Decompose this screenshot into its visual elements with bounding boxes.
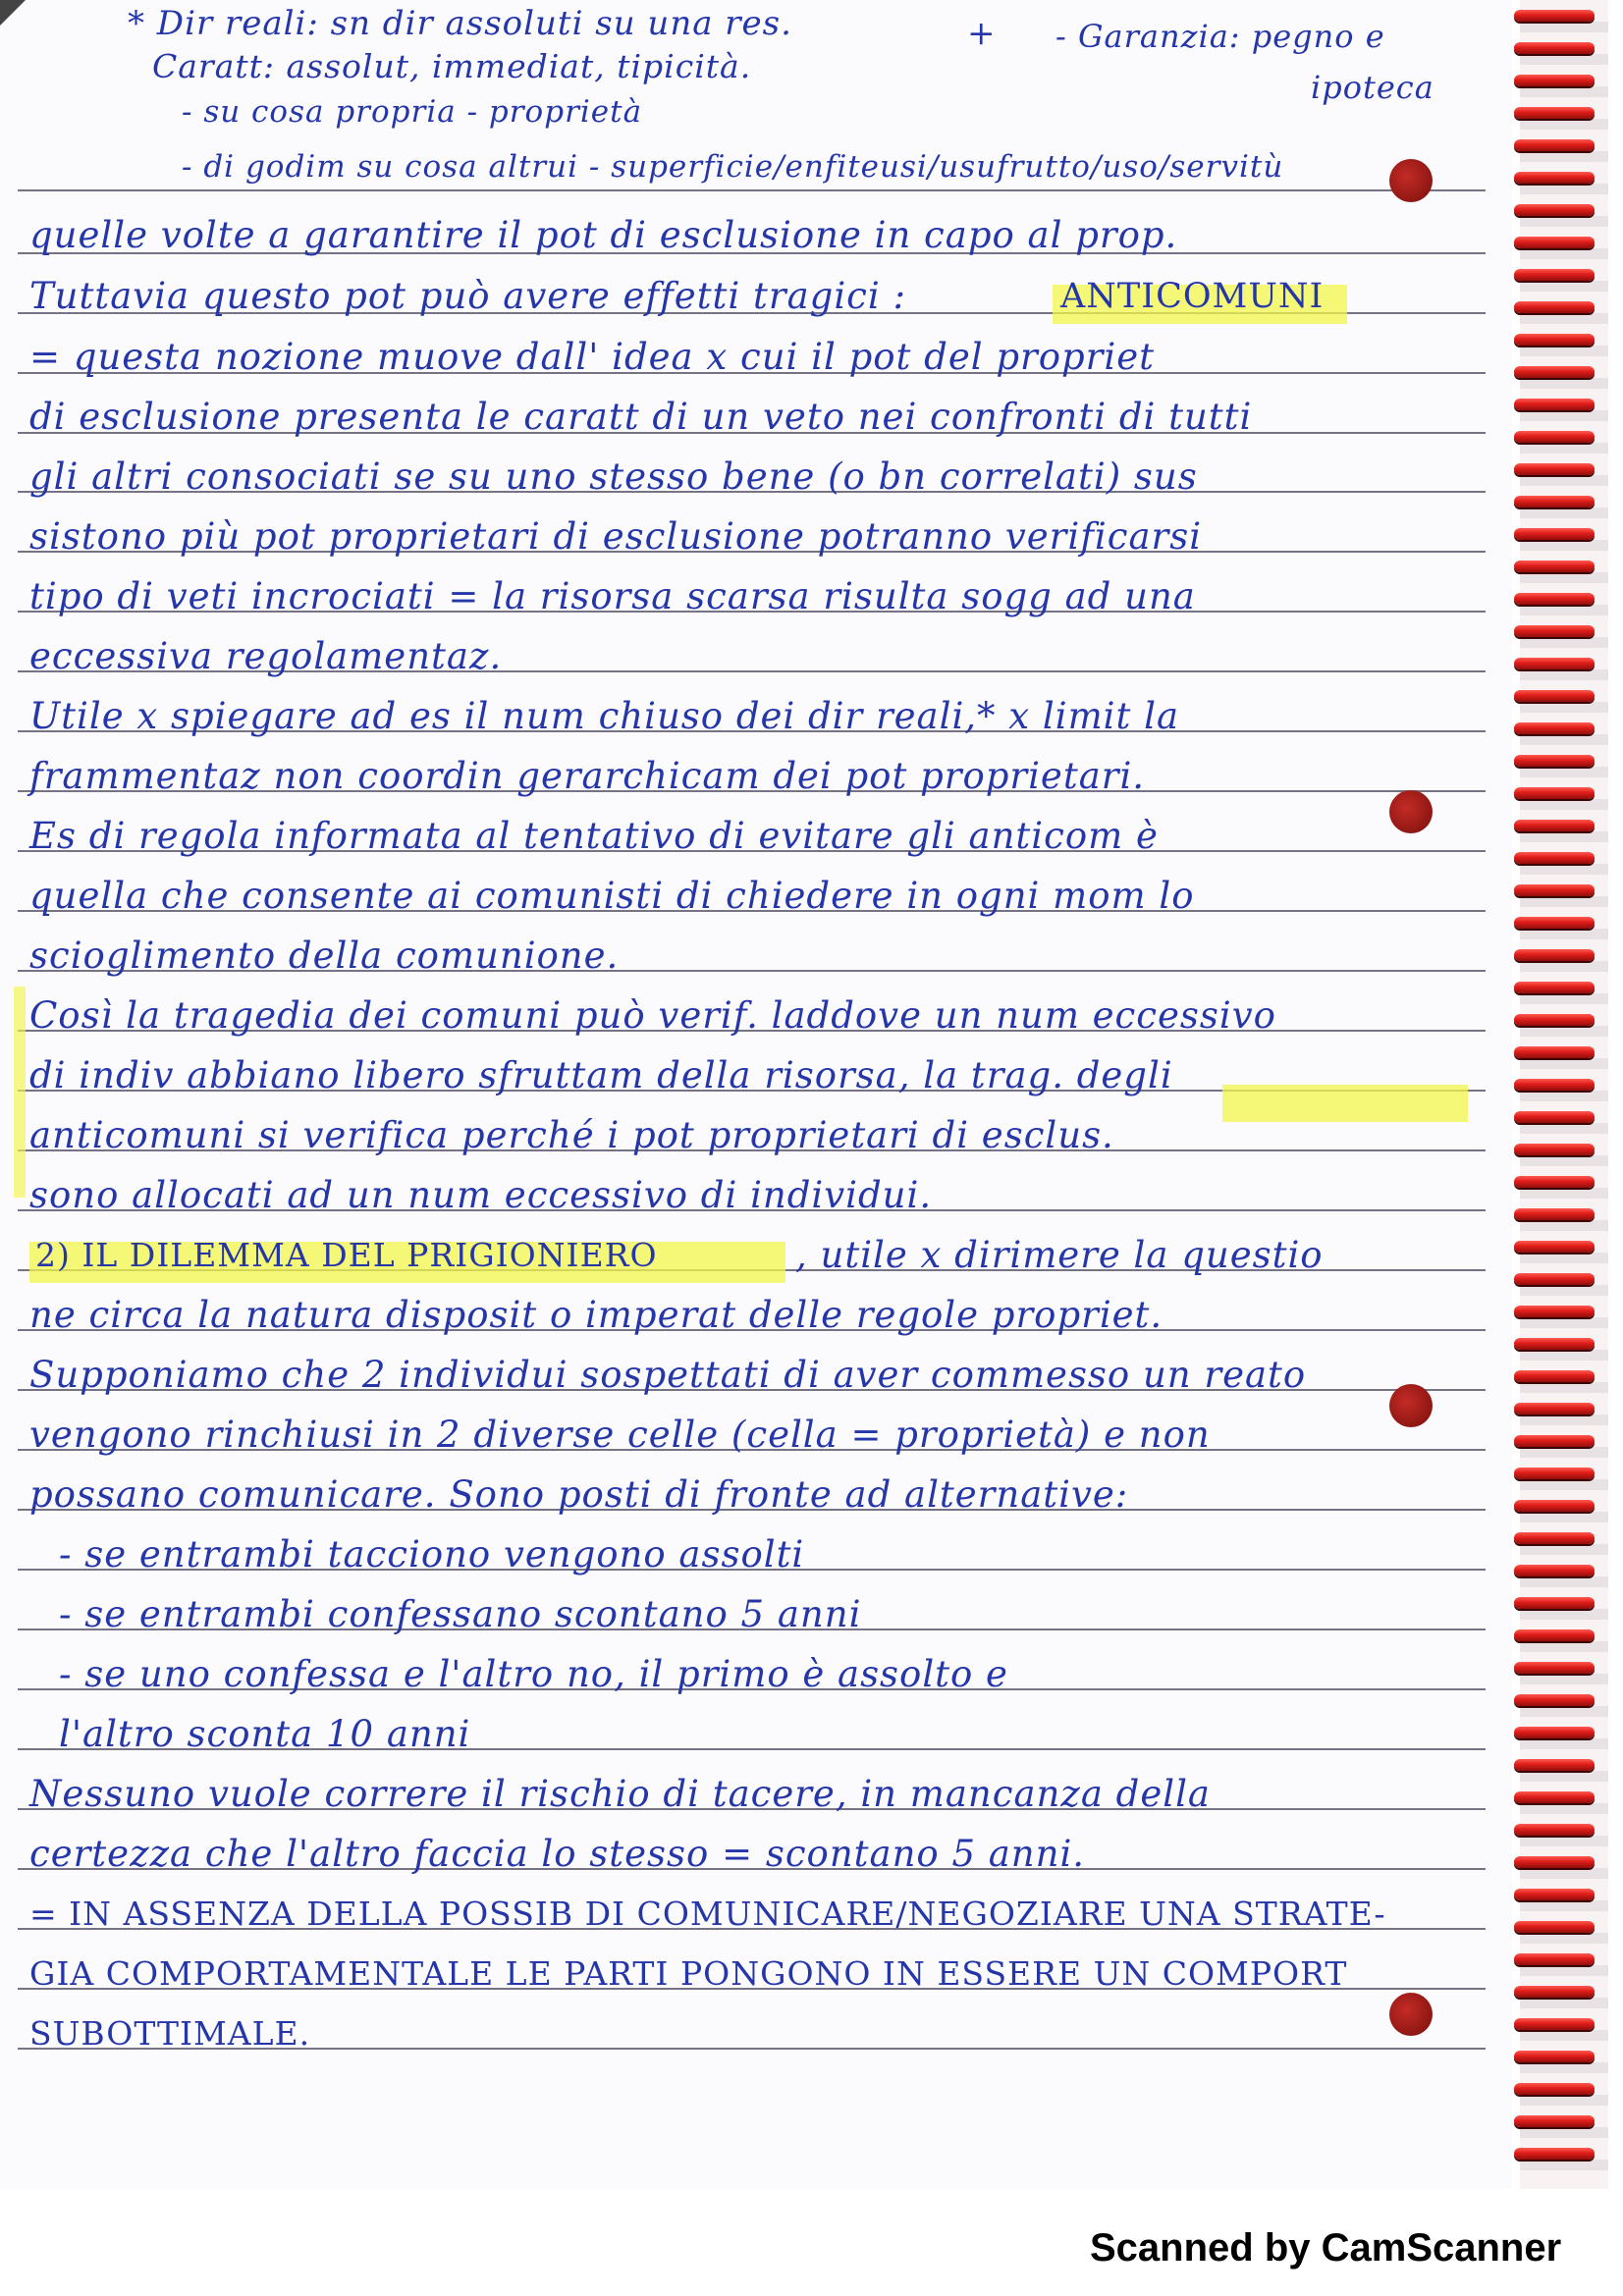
note-line: di esclusione presenta le caratt di un veto nei confronti di tutti (29, 396, 1253, 438)
spiral-coil (1514, 1403, 1595, 1415)
spiral-coil (1514, 1791, 1595, 1803)
note-line: Così la tragedia dei comuni può verif. laddove un num eccessivo (29, 994, 1276, 1037)
note-line: vengono rinchiusi in 2 diverse celle (cella = proprietà) e non (29, 1414, 1211, 1456)
note-line: - se uno confessa e l'altro no, il primo è assolto e (59, 1653, 1008, 1695)
note-line: sono allocati ad un num eccessivo di individui. (29, 1174, 933, 1216)
spiral-coil (1514, 1759, 1595, 1771)
spiral-coil (1514, 917, 1595, 929)
note-line: di indiv abbiano libero sfruttam della risorsa, la trag. degli (29, 1054, 1173, 1096)
spiral-coil (1514, 1727, 1595, 1738)
spiral-coil (1514, 107, 1595, 119)
spiral-coil (1514, 269, 1595, 281)
spiral-coil (1514, 2083, 1595, 2095)
note-line: l'altro sconta 10 anni (59, 1713, 471, 1755)
ruled-line (18, 189, 1486, 191)
spiral-coil (1514, 1176, 1595, 1188)
spiral-coil (1514, 2148, 1595, 2160)
note-line: quella che consente ai comunisti di chiedere in ogni mom lo (29, 875, 1195, 917)
spiral-coil (1514, 301, 1595, 313)
note-line: frammentaz non coordin gerarchicam dei pot proprietari. (29, 755, 1146, 797)
spiral-coil (1514, 237, 1595, 248)
spiral-coil (1514, 1953, 1595, 1965)
note-line: SUBOTTIMALE. (29, 2014, 311, 2053)
spiral-coil (1514, 1532, 1595, 1544)
note-line: quelle volte a garantire il pot di esclusione in capo al prop. (29, 214, 1178, 256)
spiral-coil (1514, 1824, 1595, 1836)
note-line: tipo di veti incrociati = la risorsa scarsa risulta sogg ad una (29, 575, 1196, 617)
note-line: ne circa la natura disposit o imperat delle regole propriet. (29, 1294, 1163, 1336)
highlight-margin-bar (14, 987, 26, 1198)
spiral-coil (1514, 658, 1595, 669)
note-line: = questa nozione muove dall' idea x cui il pot del propriet (29, 336, 1155, 378)
spiral-coil (1514, 399, 1595, 410)
note-line: GIA COMPORTAMENTALE LE PARTI PONGONO IN ESSERE UN COMPORT (29, 1954, 1348, 1993)
spiral-coil (1514, 1046, 1595, 1058)
spiral-coil (1514, 42, 1595, 54)
note-line: Nessuno vuole correre il rischio di tacere, in mancanza della (29, 1773, 1211, 1815)
spiral-coil (1514, 2051, 1595, 2062)
note-line: Tuttavia questo pot può avere effetti tragici : (29, 275, 906, 317)
spiral-coil (1514, 820, 1595, 831)
note-dilemma-title: 2) IL DILEMMA DEL PRIGIONIERO (35, 1236, 658, 1274)
note-line: certezza che l'altro faccia lo stesso = scontano 5 anni. (29, 1833, 1086, 1875)
spiral-coil (1514, 1468, 1595, 1479)
spiral-coil (1514, 1111, 1595, 1123)
spiral-coil (1514, 625, 1595, 637)
note-line: scioglimento della comunione. (29, 934, 620, 977)
note-line: Supponiamo che 2 individui sospettati di aver commesso un reato (29, 1354, 1307, 1396)
note-header-plus: + (967, 14, 997, 53)
spiral-coil (1514, 852, 1595, 864)
spiral-coil (1514, 722, 1595, 734)
spiral-coil (1514, 1597, 1595, 1609)
spiral-coil (1514, 1662, 1595, 1674)
spiral-coil (1514, 1921, 1595, 1933)
spiral-coil (1514, 1629, 1595, 1641)
spiral-coil (1514, 139, 1595, 151)
note-line: Es di regola informata al tentativo di evitare gli anticom è (29, 815, 1159, 857)
spiral-coil (1514, 431, 1595, 443)
spiral-coil (1514, 1241, 1595, 1253)
spiral-coil (1514, 982, 1595, 993)
spiral-coil (1514, 884, 1595, 896)
highlight-tragedia-degli-anticomuni (1222, 1085, 1468, 1122)
spiral-coil (1514, 1370, 1595, 1382)
spiral-coil (1514, 690, 1595, 702)
note-line: anticomuni si verifica perché i pot proprietari di esclus. (29, 1114, 1114, 1156)
spiral-coil (1514, 1435, 1595, 1447)
spiral-coil (1514, 949, 1595, 961)
note-line: possano comunicare. Sono posti di fronte ad alternative: (29, 1473, 1129, 1516)
note-header-line1: * Dir reali: sn dir assoluti su una res. (128, 4, 792, 43)
note-header-line4: - di godim su cosa altrui - superficie/enfiteusi/usufrutto/uso/servitù (182, 149, 1284, 185)
note-line: Utile x spiegare ad es il num chiuso dei dir reali,* x limit la (29, 695, 1180, 737)
spiral-coil (1514, 1338, 1595, 1350)
spiral-coil (1514, 1694, 1595, 1706)
note-line: , utile x dirimere la questio (795, 1234, 1324, 1276)
spiral-coil (1514, 1856, 1595, 1868)
punch-hole (1389, 790, 1433, 833)
punch-hole (1389, 159, 1433, 202)
note-line: - se entrambi tacciono vengono assolti (59, 1533, 805, 1575)
note-line: = IN ASSENZA DELLA POSSIB DI COMUNICARE/NEGOZIARE UNA STRATE- (29, 1895, 1386, 1933)
folded-corner (0, 0, 26, 26)
note-header-line2: Caratt: assolut, immediat, tipicità. (152, 47, 752, 85)
note-header-ipoteca: ipoteca (1311, 69, 1434, 106)
scanner-watermark: Scanned by CamScanner (1090, 2226, 1562, 2269)
spiral-coil (1514, 334, 1595, 346)
spiral-coil (1514, 1014, 1595, 1026)
note-line: - se entrambi confessano scontano 5 anni (59, 1593, 862, 1635)
punch-hole (1389, 1993, 1433, 2036)
spiral-coil (1514, 2115, 1595, 2127)
spiral-coil (1514, 1273, 1595, 1285)
spiral-coil (1514, 528, 1595, 540)
spiral-coil (1514, 1986, 1595, 1998)
note-line: eccessiva regolamentaz. (29, 635, 503, 677)
spiral-coil (1514, 1079, 1595, 1091)
note-header-line3: - su cosa propria - proprietà (182, 94, 643, 130)
spiral-coil (1514, 10, 1595, 22)
spiral-coil (1514, 755, 1595, 767)
spiral-coil (1514, 1144, 1595, 1155)
spiral-coil (1514, 1500, 1595, 1512)
note-header-garanzia: - Garanzia: pegno e (1055, 18, 1385, 55)
spiral-coil (1514, 2018, 1595, 2030)
spiral-coil (1514, 1306, 1595, 1317)
spiral-coil (1514, 787, 1595, 799)
spiral-coil (1514, 463, 1595, 475)
spiral-coil (1514, 1889, 1595, 1900)
spiral-coil (1514, 1565, 1595, 1576)
spiral-coil (1514, 496, 1595, 507)
spiral-coil (1514, 172, 1595, 184)
spiral-coil (1514, 75, 1595, 86)
spiral-coil (1514, 561, 1595, 572)
note-anticomuni: ANTICOMUNI (1060, 277, 1325, 316)
note-line: gli altri consociati se su uno stesso bene (o bn correlati) sus (29, 455, 1198, 498)
spiral-coil (1514, 1208, 1595, 1220)
punch-hole (1389, 1384, 1433, 1427)
spiral-coil (1514, 204, 1595, 216)
spiral-coil (1514, 593, 1595, 605)
note-line: sistono più pot proprietari di esclusione potranno verificarsi (29, 515, 1203, 558)
spiral-coil (1514, 366, 1595, 378)
